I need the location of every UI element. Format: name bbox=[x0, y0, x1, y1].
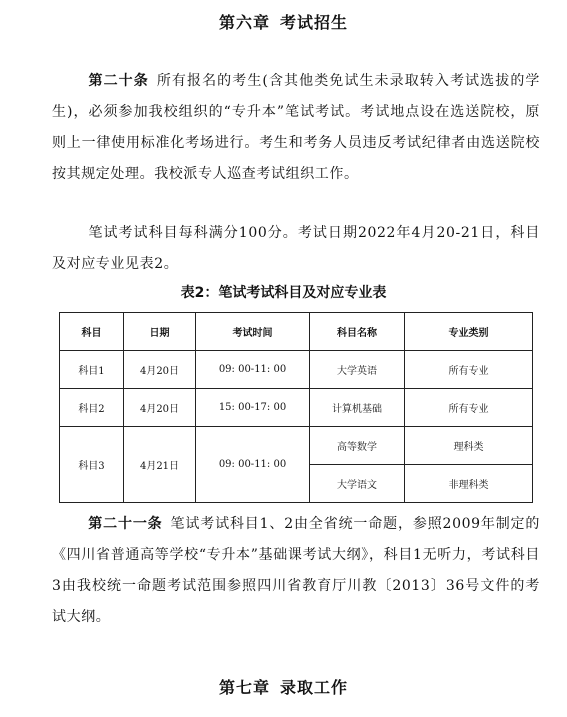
article-20-exam-text: 笔试考试科目每科满分100分。考试日期2022年4月20-21日，科目及对应专业见表2。 bbox=[52, 225, 540, 272]
cell-subject: 科目2 bbox=[60, 389, 124, 427]
cell-major-category: 所有专业 bbox=[405, 389, 533, 427]
article-20-text: 所有报名的考生(含其他类免试生未录取转入考试选拔的学生)，必须参加我校组织的“专升本”笔试考试。考试地点设在选送院校，原则上一律使用标准化考场进行。考生和考务人员违反考试纪律者由选送院校按其规定处理。我校派专人巡查考试组织工作。 bbox=[52, 73, 540, 182]
chapter-7-text: 录取工作 bbox=[280, 678, 349, 697]
cell-date: 4月21日 bbox=[124, 427, 196, 503]
cell-subject-name: 计算机基础 bbox=[310, 389, 405, 427]
cell-subject: 科目1 bbox=[60, 351, 124, 389]
chapter-7-number: 第七章 bbox=[218, 678, 270, 697]
chapter-7-title bbox=[0, 675, 567, 698]
header-subject-name: 科目名称 bbox=[310, 313, 405, 351]
cell-time: 09: 00-11: 00 bbox=[196, 351, 310, 389]
table-caption: 表2：笔试考试科目及对应专业表 bbox=[180, 285, 387, 301]
chapter-6-number: 第六章 bbox=[218, 13, 270, 32]
article-21-label: 第二十一条 bbox=[88, 516, 163, 532]
header-subject: 科目 bbox=[60, 313, 124, 351]
cell-subject-name: 大学语文 bbox=[310, 465, 405, 503]
table-header-row bbox=[60, 313, 533, 351]
article-20-paragraph bbox=[52, 66, 540, 190]
article-20-label: 第二十条 bbox=[88, 73, 149, 89]
subject-table bbox=[59, 312, 533, 503]
cell-major-category: 非理科类 bbox=[405, 465, 533, 503]
table-row bbox=[60, 389, 533, 427]
article-21-text: 笔试考试科目1、2由全省统一命题，参照2009年制定的《四川省普通高等学校“专升本”基础课考试大纲》，科目1无听力，考试科目3由我校统一命题考试范围参照四川省教育厅川教〔2013〕36号文件的考试大纲。 bbox=[52, 516, 540, 625]
header-time: 考试时间 bbox=[196, 313, 310, 351]
cell-subject: 科目3 bbox=[60, 427, 124, 503]
header-major-category: 专业类别 bbox=[405, 313, 533, 351]
chapter-6-title bbox=[0, 10, 567, 33]
cell-major-category: 理科类 bbox=[405, 427, 533, 465]
header-date: 日期 bbox=[124, 313, 196, 351]
cell-subject-name: 大学英语 bbox=[310, 351, 405, 389]
table-row bbox=[60, 351, 533, 389]
cell-date: 4月20日 bbox=[124, 351, 196, 389]
cell-time: 09: 00-11: 00 bbox=[196, 427, 310, 503]
cell-major-category: 所有专业 bbox=[405, 351, 533, 389]
article-21-paragraph bbox=[52, 509, 540, 633]
cell-time: 15: 00-17: 00 bbox=[196, 389, 310, 427]
chapter-6-text: 考试招生 bbox=[280, 13, 349, 32]
cell-subject-name: 高等数学 bbox=[310, 427, 405, 465]
table-row bbox=[60, 427, 533, 465]
cell-date: 4月20日 bbox=[124, 389, 196, 427]
article-20-exam-paragraph bbox=[52, 218, 540, 280]
